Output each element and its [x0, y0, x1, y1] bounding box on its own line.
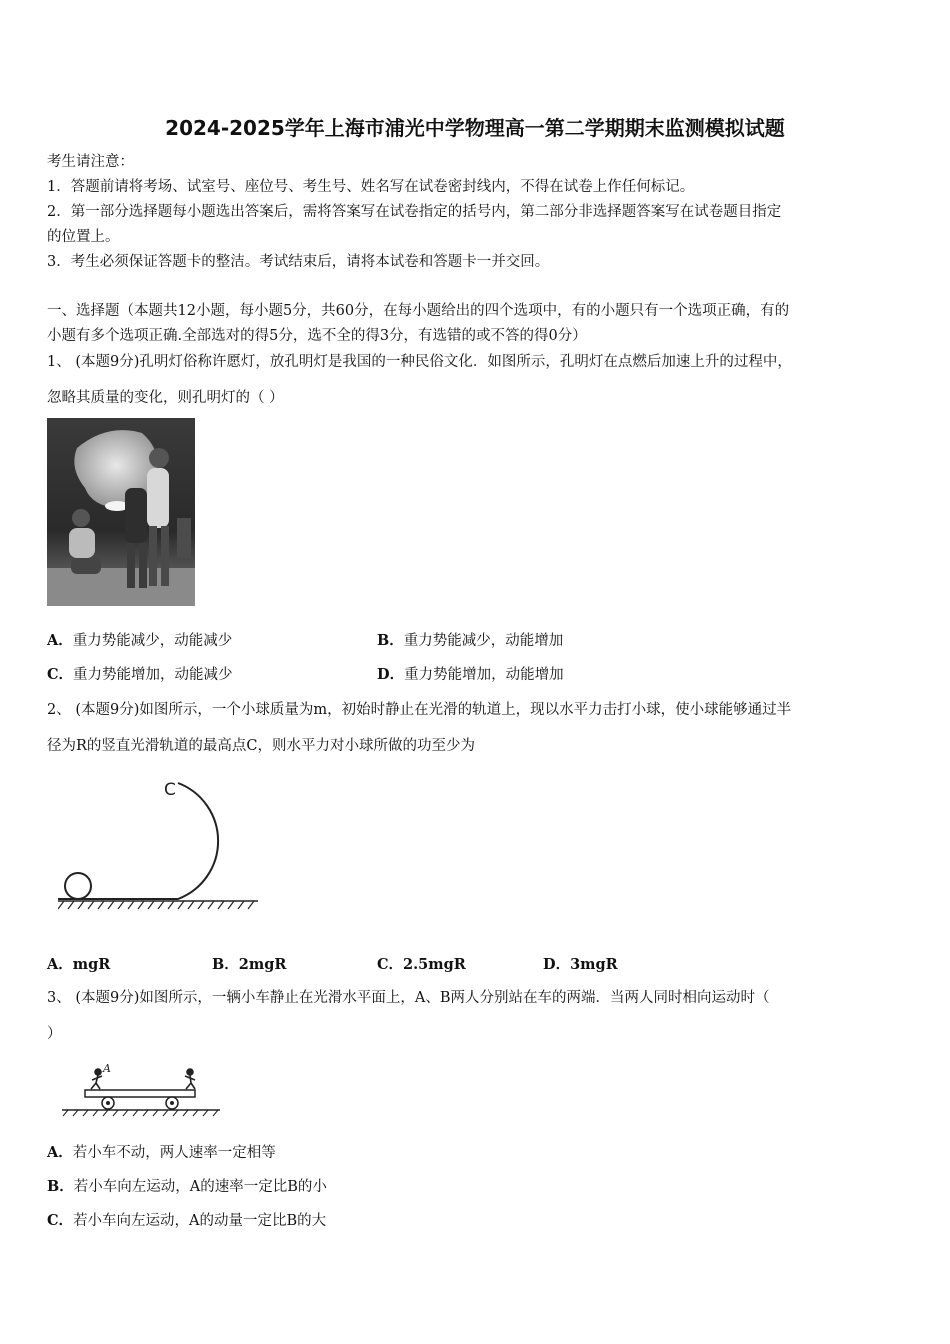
q1-option-d[interactable] — [377, 665, 564, 685]
option-key: D． — [377, 666, 405, 683]
notice-item-3: 3．考生必须保证答题卡的整洁。考试结束后，请将本试卷和答题卡一并交回。 — [47, 254, 550, 270]
option-key: A． — [47, 632, 73, 649]
option-key: C． — [377, 956, 404, 973]
option-text: 2.5mgR — [403, 956, 466, 973]
option-text: 3mgR — [570, 956, 618, 973]
q1-option-b[interactable] — [377, 631, 563, 651]
q2-stem: 2、 (本题9分)如图所示，一个小球质量为m，初始时静止在光滑的轨道上，现以水平力击打小球，使小球能够通过半 — [47, 702, 792, 718]
person-b-icon — [185, 1069, 195, 1089]
q3-stem-cont: ） — [47, 1026, 62, 1042]
option-text: 若小车向左运动，A的动量一定比B的大 — [73, 1213, 327, 1229]
cart-figure — [60, 1060, 225, 1120]
notice-header: 考生请注意： — [47, 154, 134, 170]
option-key: A． — [47, 1144, 73, 1161]
section-heading-cont: 小题有多个选项正确.全部选对的得5分，选不全的得3分，有选错的或不答的得0分） — [47, 328, 587, 344]
loop-track-figure — [58, 775, 258, 915]
page-title: 2024-2025学年上海市浦光中学物理高一第二学期期末监测模拟试题 — [165, 116, 785, 140]
q1-option-a[interactable] — [47, 631, 232, 651]
ball-icon — [65, 873, 91, 899]
option-key: B． — [377, 632, 404, 649]
section-heading: 一、选择题（本题共12小题，每小题5分，共60分，在每小题给出的四个选项中，有的小题只有一个选项正确，有的 — [47, 303, 790, 319]
notice-item-2: 2．第一部分选择题每小题选出答案后，需将答案写在试卷指定的括号内，第二部分非选择题答案写在试卷题目指定 — [47, 204, 782, 220]
option-text: 2mgR — [238, 956, 287, 973]
option-text: 重力势能减少，动能增加 — [403, 633, 564, 649]
option-key: B． — [47, 1178, 74, 1195]
q1-stem-cont: 忽略其质量的变化，则孔明灯的（ ） — [47, 390, 284, 406]
q2-option-a[interactable] — [47, 955, 110, 975]
option-key: C． — [47, 1212, 74, 1229]
q2-option-c[interactable] — [377, 955, 466, 975]
q3-option-c[interactable] — [47, 1211, 326, 1231]
option-text: 若小车向左运动，A的速率一定比B的小 — [73, 1179, 327, 1195]
option-text: 重力势能增加，动能减少 — [73, 667, 233, 683]
person-a-label: A — [103, 1062, 111, 1075]
q3-option-a[interactable] — [47, 1143, 276, 1163]
point-c-label: C — [164, 780, 176, 800]
q2-stem-cont: 径为R的竖直光滑轨道的最高点C，则水平力对小球所做的功至少为 — [47, 738, 476, 754]
q1-option-c[interactable] — [47, 665, 233, 685]
q3-stem: 3、 (本题9分)如图所示，一辆小车静止在光滑水平面上，A、B两人分别站在车的两端．当两人同时相向运动时（ — [47, 990, 770, 1006]
person-a-icon — [91, 1069, 102, 1089]
notice-item-1: 1．答题前请将考场、试室号、座位号、考生号、姓名写在试卷密封线内，不得在试卷上作任何标记。 — [47, 179, 695, 195]
option-key: B． — [212, 956, 239, 973]
option-text: mgR — [72, 956, 111, 973]
q1-stem: 1、 (本题9分)孔明灯俗称许愿灯，放孔明灯是我国的一种民俗文化．如图所示，孔明灯在点燃后加速上升的过程中， — [47, 354, 792, 370]
option-key: C． — [47, 666, 74, 683]
option-text: 重力势能减少，动能减少 — [72, 633, 233, 649]
option-text: 重力势能增加，动能增加 — [404, 667, 564, 683]
q3-option-b[interactable] — [47, 1177, 327, 1197]
notice-item-2-cont: 的位置上。 — [47, 229, 120, 245]
option-key: D． — [543, 956, 571, 973]
sky-lantern-photo — [47, 418, 195, 606]
q2-option-b[interactable] — [212, 955, 286, 975]
q2-option-d[interactable] — [543, 955, 618, 975]
cart-body — [85, 1090, 195, 1097]
option-key: A． — [47, 956, 73, 973]
option-text: 若小车不动，两人速率一定相等 — [72, 1145, 276, 1161]
